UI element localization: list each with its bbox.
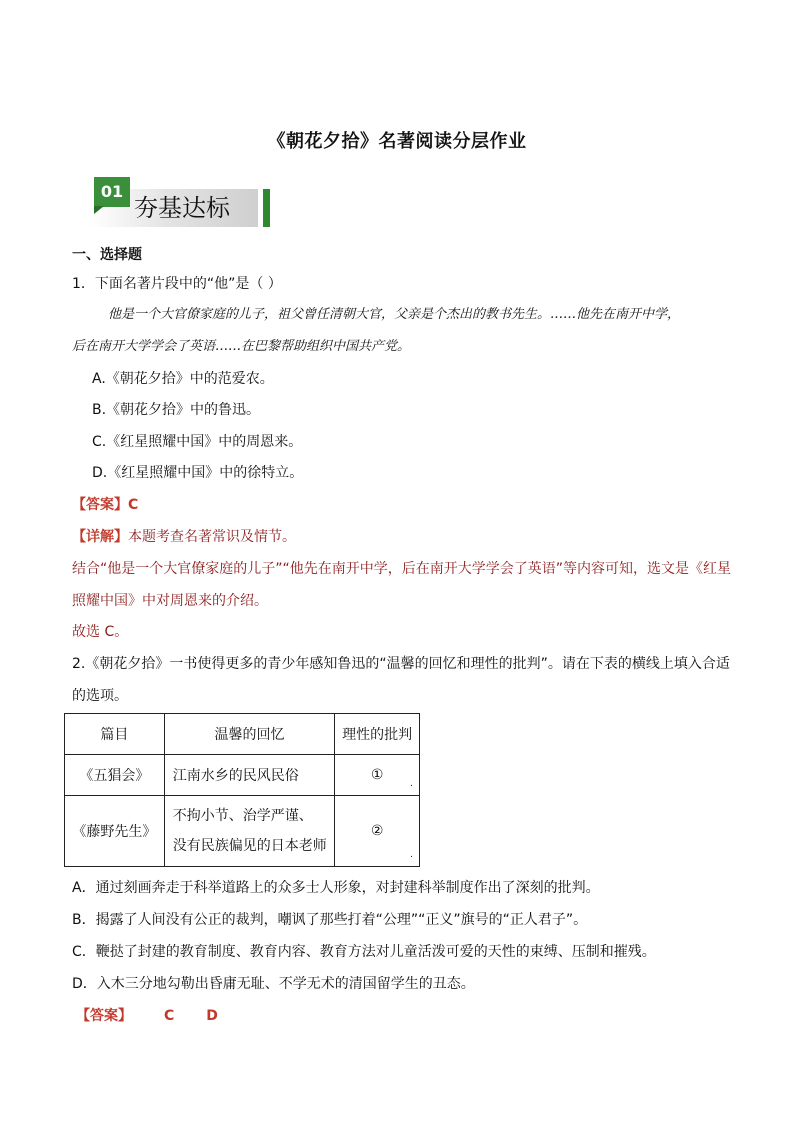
page-title: 《朝花夕拾》名著阅读分层作业 [267,131,527,152]
q2-option-b: B．揭露了人间没有公正的裁判，嘲讽了那些打着“公理”“正义”旗号的“正人君子”。 [72,912,588,928]
table-header-row [65,714,420,755]
badge-tail [94,206,104,214]
q1-answer-value: C [128,497,139,513]
q2-answer-1: C [164,1008,175,1024]
table-header-cell: 理性的批判 [335,714,420,755]
table-header-cell: 温馨的回忆 [164,714,334,755]
table-cell-blank-1 [335,755,420,796]
q2-option-a: A．通过刻画奔走于科举道路上的众多士人形象，对封建科举制度作出了深刻的批判。 [72,880,600,896]
table-cell-title: 《藤野先生》 [65,796,165,867]
q1-answer-tag: 【答案】 [72,497,128,513]
q1-answer [72,495,138,515]
section-heading: 一、选择题 [72,247,142,263]
memory-line-2: 没有民族偏见的日本老师 [172,838,327,854]
q2-option-c: C．鞭挞了封建的教育制度、教育内容、教育方法对儿童活泼可爱的天性的束缚、压制和摧残。 [72,944,656,960]
table-cell-memory [164,796,334,867]
blank-dot: . [410,850,413,860]
section-badge [86,175,272,229]
q2-option-d: D．入木三分地勾勒出昏庸无耻、不学无术的清国留学生的丑态。 [72,976,475,992]
q2-answer [76,1006,218,1026]
badge-number: 01 [94,177,130,207]
table-row [65,796,420,867]
q1-detail-line-1: 结合“他是一个大官僚家庭的儿子”“他先在南开中学，后在南开大学学会了英语”等内容可知，选文是《红星 [72,561,732,577]
q1-option-b: B.《朝花夕拾》中的鲁迅。 [92,402,261,418]
q1-detail-tag: 【详解】 [72,529,128,545]
q1-quote-line-1: 他是一个大官僚家庭的儿子，祖父曾任清朝大官，父亲是个杰出的教书先生。……他先在南开中学， [108,307,681,322]
table-cell-title: 《五猖会》 [65,755,165,796]
q1-stem: 1．下面名著片段中的“他”是（ ） [72,276,282,292]
q1-detail [72,527,296,547]
table-cell-blank-2 [335,796,420,867]
q1-conclusion: 故选 C。 [72,624,129,640]
badge-label: 夯基达标 [134,194,230,222]
q2-table [64,713,420,867]
badge-stripe [263,189,270,227]
blank-dot: . [410,779,413,789]
blank-marker-2: ② [370,823,384,839]
table-row [65,755,420,796]
q1-option-d: D.《红星照耀中国》中的徐特立。 [92,465,304,481]
q2-answer-tag: 【答案】 [76,1008,132,1024]
q2-answer-2: D [206,1008,218,1024]
table-header-cell: 篇目 [65,714,165,755]
q1-option-c: C.《红星照耀中国》中的周恩来。 [92,434,303,450]
q2-stem-line-2: 的选项。 [72,688,128,704]
table-cell-memory: 江南水乡的民风民俗 [164,755,334,796]
q2-stem-line-1: 2.《朝花夕拾》一书使得更多的青少年感知鲁迅的“温馨的回忆和理性的批判”。请在下表的横线上填入合适 [72,656,730,672]
memory-line-1: 不拘小节、治学严谨、 [172,808,313,824]
q1-quote-line-2: 后在南开大学学会了英语……在巴黎帮助组织中国共产党。 [72,339,411,354]
q1-option-a: A.《朝花夕拾》中的范爱农。 [92,371,274,387]
blank-marker-1: ① [370,767,384,783]
q1-detail-first: 本题考查名著常识及情节。 [128,529,296,545]
q1-detail-line-2: 照耀中国》中对周恩来的介绍。 [72,593,268,609]
